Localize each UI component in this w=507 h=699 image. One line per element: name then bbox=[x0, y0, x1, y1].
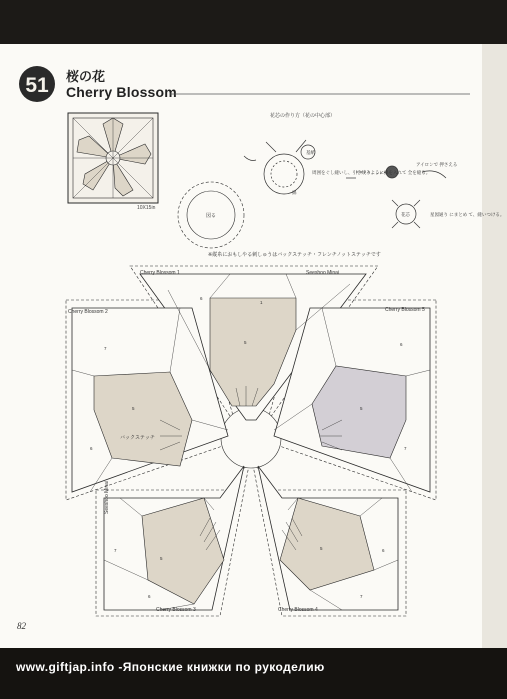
svg-text:6: 6 bbox=[382, 548, 385, 553]
step-flower-label: 花芯 bbox=[401, 212, 410, 217]
block-2-label: Cherry Blossom 2 bbox=[68, 309, 108, 315]
svg-text:7: 7 bbox=[114, 548, 117, 553]
template-diagram bbox=[60, 260, 442, 620]
footer-watermark: www.giftjap.info -Японские книжки по рукоделию bbox=[16, 660, 325, 674]
block-5-label: Cherry Blossom 5 bbox=[385, 307, 425, 313]
svg-text:1: 1 bbox=[260, 300, 263, 305]
title-japanese: 桜の花 bbox=[66, 69, 106, 84]
pattern-number: 51 bbox=[25, 74, 49, 97]
svg-text:7: 7 bbox=[104, 346, 107, 351]
step-batting-label: 綿 bbox=[292, 190, 297, 195]
block-3-label: Cherry Blossom 3 bbox=[156, 607, 196, 613]
block-2-stitch-label: バックステッチ bbox=[120, 435, 155, 441]
title-english: Cherry Blossom bbox=[66, 84, 177, 100]
svg-text:5: 5 bbox=[160, 556, 163, 561]
instruction-note: ※縦糸におもしやる刺しゅうはバックステッチ・フレンチノットステッチです bbox=[208, 252, 381, 258]
how-to-sketches bbox=[236, 122, 505, 242]
block-3-side-label: Seeshoo Minai bbox=[104, 480, 110, 514]
step-gather-label: 周囲をぐし縫いし、引き絞るように綿を入れて 全を縫る。 bbox=[312, 170, 431, 175]
block-1-side-label: Seeshoo Minai bbox=[306, 270, 340, 276]
petal-1 bbox=[210, 298, 296, 406]
block-4-label: Cherry Blossom 4 bbox=[278, 607, 318, 613]
step-finish-label: 星図通り にまとめ て、縫いつける。 bbox=[430, 212, 505, 217]
svg-text:7: 7 bbox=[404, 446, 407, 451]
svg-text:5: 5 bbox=[132, 406, 135, 411]
block-thumbnail bbox=[67, 112, 159, 204]
title-rule bbox=[170, 92, 470, 96]
pattern-number-badge bbox=[17, 64, 63, 104]
svg-text:5: 5 bbox=[360, 406, 363, 411]
svg-text:5: 5 bbox=[244, 340, 247, 345]
svg-text:6: 6 bbox=[90, 446, 93, 451]
svg-text:6: 6 bbox=[148, 594, 151, 599]
page-number: 82 bbox=[17, 621, 26, 631]
svg-text:5: 5 bbox=[320, 546, 323, 551]
how-to-title: 花芯の作り方（花の中心部） bbox=[270, 113, 336, 119]
center-circle-label: 図る bbox=[205, 213, 217, 219]
step-scrap-label: 基紙 bbox=[306, 150, 315, 155]
svg-text:7: 7 bbox=[360, 594, 363, 599]
step-iron-label: アイロンで 押さえる bbox=[416, 162, 458, 167]
block-1-label: Cherry Blossom 1 bbox=[140, 270, 180, 276]
size-note: 10X15in bbox=[137, 205, 156, 211]
next-page-edge bbox=[482, 44, 507, 648]
svg-text:6: 6 bbox=[200, 296, 203, 301]
svg-text:6: 6 bbox=[400, 342, 403, 347]
